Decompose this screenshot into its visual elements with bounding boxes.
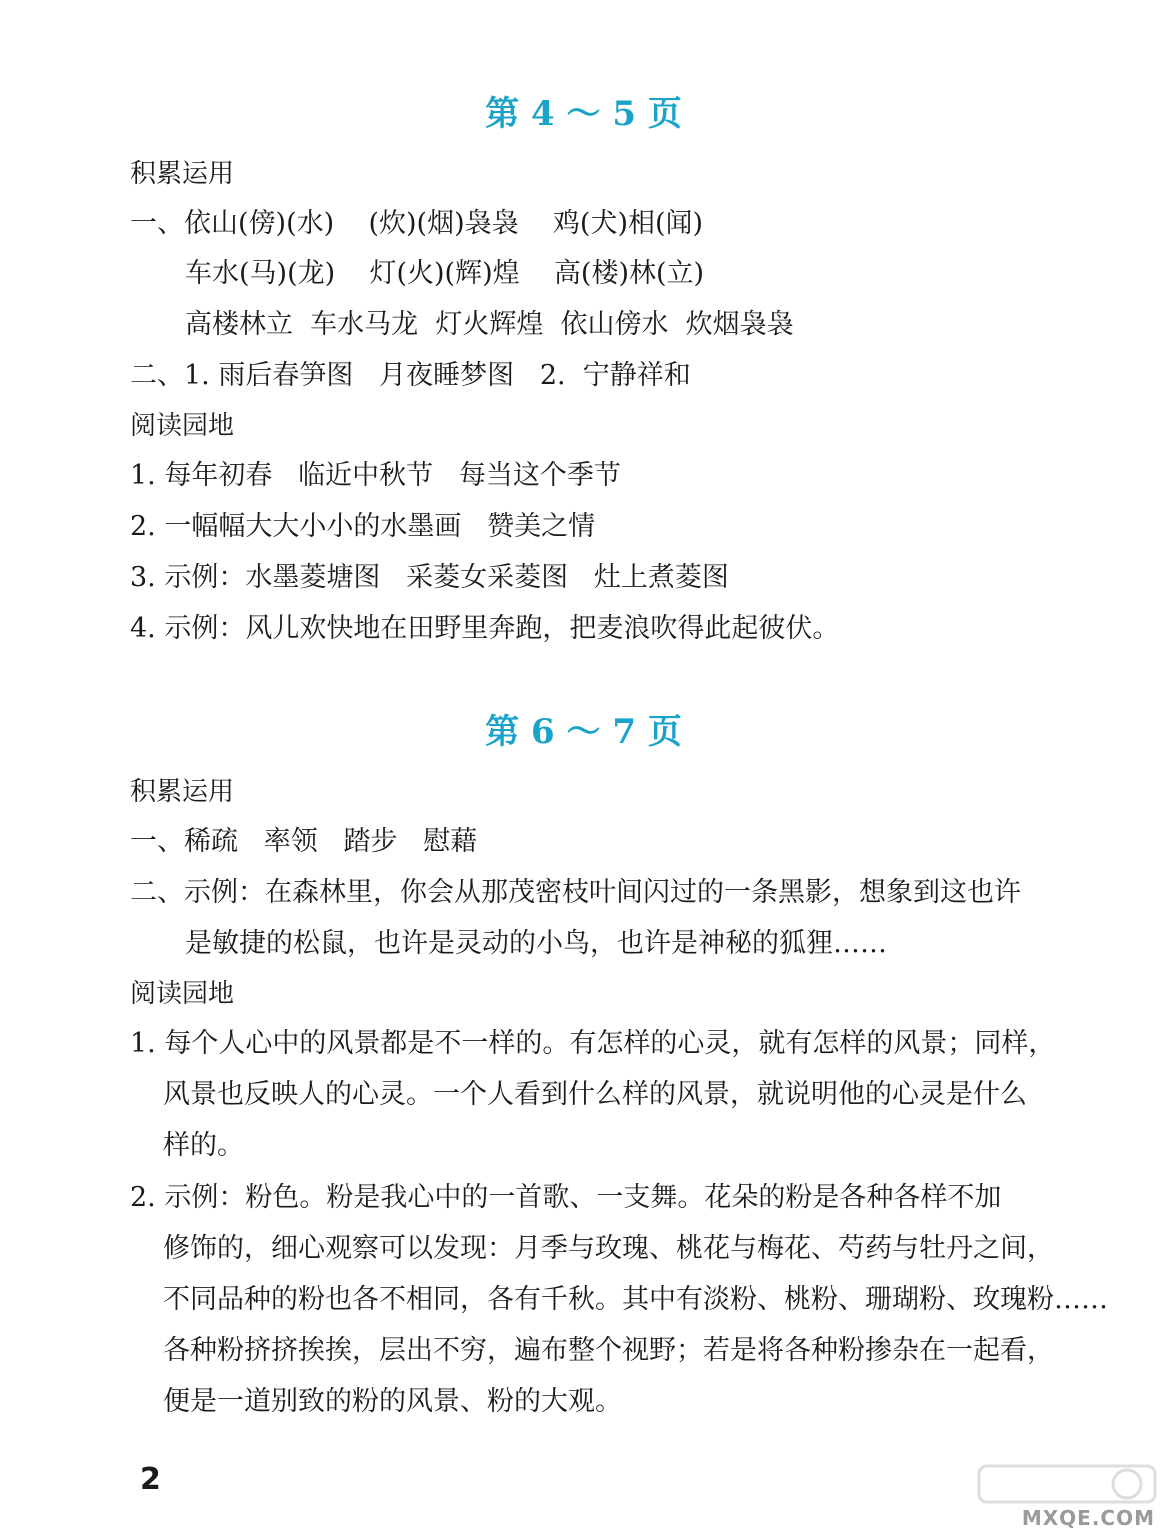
- section-title-reading: 阅读园地: [130, 411, 235, 441]
- answer-line: 各种粉挤挤挨挨，层出不穷，遍布整个视野；若是将各种粉掺杂在一起看，: [163, 1335, 1054, 1366]
- answer-line: 样的。: [163, 1130, 244, 1161]
- answer-line: 车水(马)(龙) 灯(火)(辉)煌 高(楼)林(立): [185, 258, 705, 289]
- answer-line: 4. 示例：风儿欢快地在田野里奔跑，把麦浪吹得此起彼伏。: [130, 613, 840, 644]
- answer-line: 2. 示例：粉色。粉是我心中的一首歌、一支舞。花朵的粉是各种各样不加: [130, 1182, 1002, 1213]
- answer-line: 不同品种的粉也各不相同，各有千秋。其中有淡粉、桃粉、珊瑚粉、玫瑰粉……: [163, 1284, 1108, 1315]
- watermark-url: MXQE.COM: [1021, 1506, 1155, 1530]
- page-heading-6-7: 第 6 ～ 7 页: [485, 712, 682, 752]
- section-title-accumulation: 积累运用: [130, 159, 235, 189]
- answer-line: 修饰的，细心观察可以发现：月季与玫瑰、桃花与梅花、芍药与牡丹之间，: [163, 1233, 1054, 1264]
- page-number: 2: [140, 1462, 161, 1497]
- answer-line: 二、示例：在森林里，你会从那茂密枝叶间闪过的一条黑影，想象到这也许: [130, 877, 1021, 908]
- answer-line: 一、依山(傍)(水) (炊)(烟)袅袅 鸡(犬)相(闻): [130, 208, 704, 239]
- answer-line: 3. 示例：水墨菱塘图 采菱女采菱图 灶上煮菱图: [130, 562, 729, 593]
- answer-line: 便是一道别致的粉的风景、粉的大观。: [163, 1386, 622, 1417]
- page-heading-4-5: 第 4 ～ 5 页: [485, 94, 682, 134]
- answer-line: 高楼林立 车水马龙 灯火辉煌 依山傍水 炊烟袅袅: [185, 309, 794, 340]
- answer-line: 1. 每年初春 临近中秋节 每当这个季节: [130, 460, 621, 491]
- section-title-reading: 阅读园地: [130, 979, 235, 1009]
- answer-line: 风景也反映人的心灵。一个人看到什么样的风景，就说明他的心灵是什么: [163, 1079, 1027, 1110]
- answer-line: 二、1. 雨后春笋图 月夜睡梦图 2. 宁静祥和: [130, 360, 691, 391]
- section-title-accumulation: 积累运用: [130, 777, 235, 807]
- answer-line: 一、稀疏 率领 踏步 慰藉: [130, 826, 478, 857]
- answer-line: 2. 一幅幅大大小小的水墨画 赞美之情: [130, 511, 596, 542]
- answer-line: 1. 每个人心中的风景都是不一样的。有怎样的心灵，就有怎样的风景；同样，: [130, 1028, 1056, 1059]
- answer-line: 是敏捷的松鼠，也许是灵动的小鸟，也许是神秘的狐狸……: [185, 928, 887, 959]
